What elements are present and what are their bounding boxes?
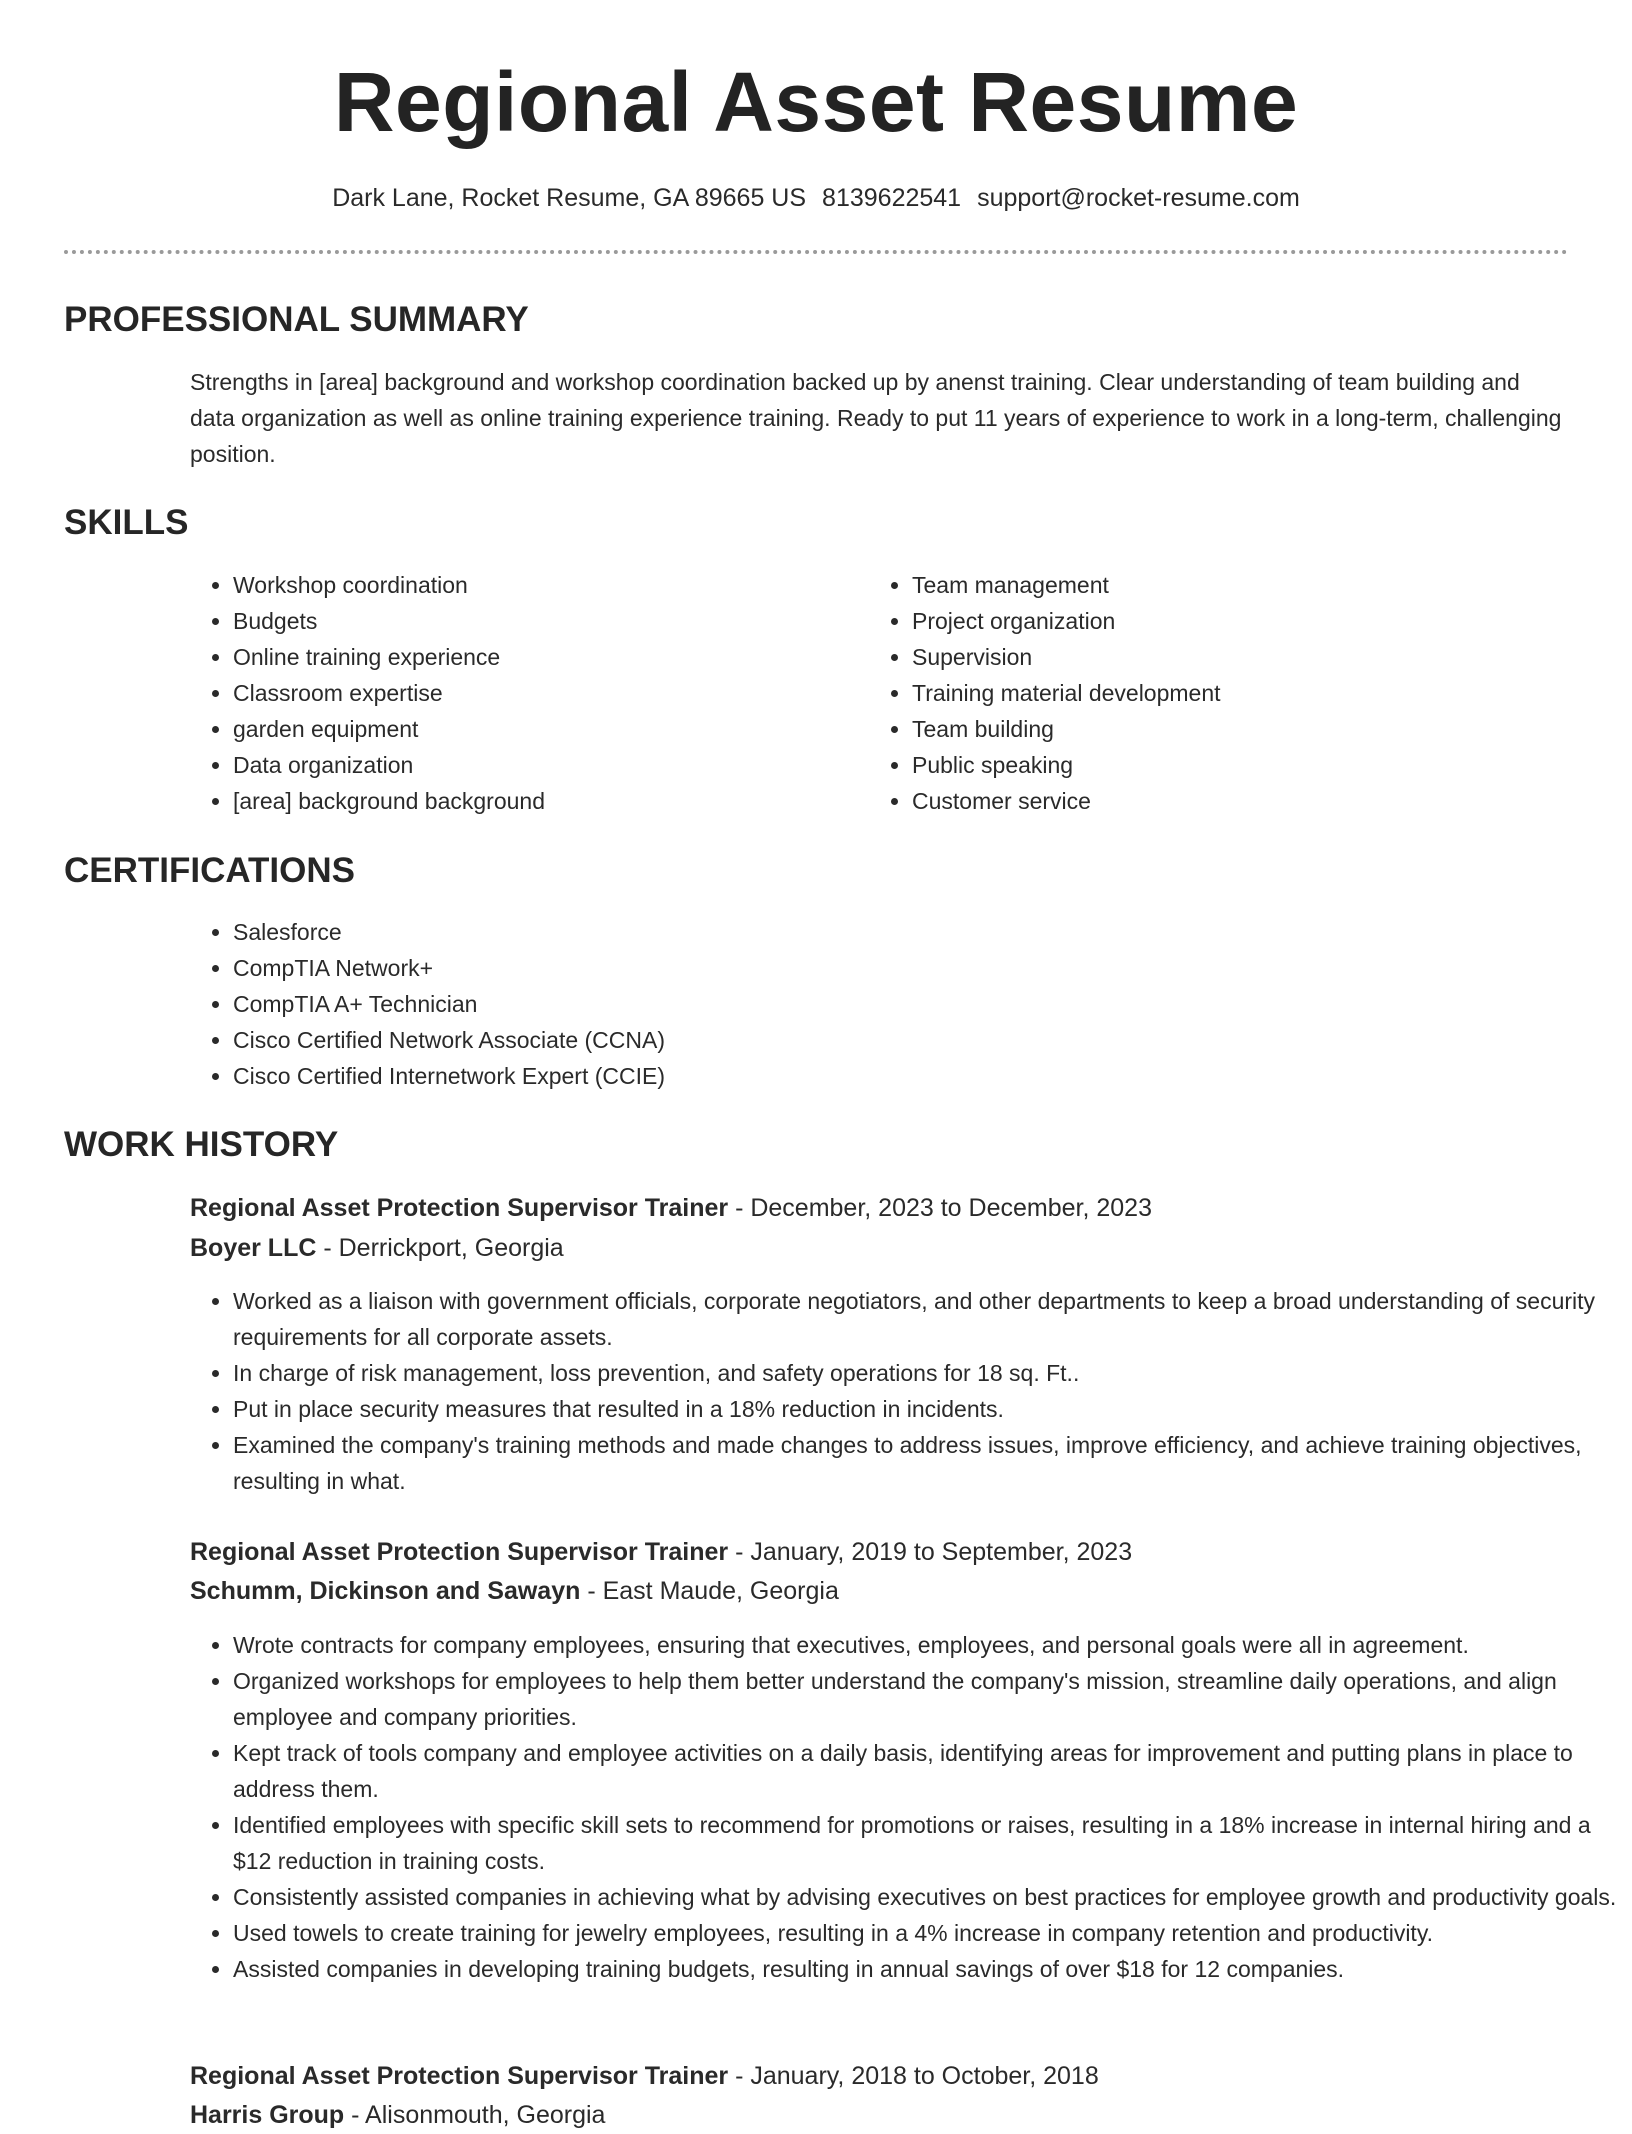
job-company: Schumm, Dickinson and Sawayn	[190, 1577, 581, 1605]
certification-item: • CompTIA A+ Technician	[233, 986, 1233, 1022]
skill-item: • Budgets	[233, 603, 833, 639]
section-title-summary: PROFESSIONAL SUMMARY	[64, 300, 529, 339]
skill-item: • [area] background background	[233, 783, 833, 819]
job-bullet: • In charge of risk management, loss prevention, and safety operations for 18 sq. Ft..	[233, 1355, 1618, 1391]
skill-item: • Data organization	[233, 747, 833, 783]
job-title-line	[190, 2057, 1099, 2095]
skill-item: • Online training experience	[233, 639, 833, 675]
section-title-certifications: CERTIFICATIONS	[64, 851, 356, 890]
job-title-line	[190, 1189, 1152, 1227]
job-bullet: • Worked as a liaison with government officials, corporate negotiators, and other departments to keep a broad understanding of security requirements for all corporate assets.	[233, 1283, 1618, 1355]
summary-text: Strengths in [area] background and workshop coordination backed up by anenst training. Clear understanding of team building and data organization as well as online training experience training. Ready to put 11 years of experience to work in a long-term, challenging position.	[190, 369, 1562, 467]
skill-item: • Customer service	[912, 783, 1512, 819]
skill-item: • Team management	[912, 567, 1512, 603]
job-bullets	[190, 1627, 1618, 1987]
job-bullets	[190, 1283, 1618, 1499]
job-bullet: • Put in place security measures that resulted in a 18% reduction in incidents.	[233, 1391, 1618, 1427]
resume-name: Regional Asset Resume	[333, 55, 1299, 149]
job-bullet: • Identified employees with specific skill sets to recommend for promotions or raises, resulting in a 18% increase in internal hiring and a $12 reduction in training costs.	[233, 1807, 1618, 1879]
certifications-list	[190, 914, 1233, 1094]
contact-email[interactable]: support@rocket-resume.com	[977, 184, 1300, 212]
section-title-work-history: WORK HISTORY	[64, 1125, 339, 1164]
skill-item: • Project organization	[912, 603, 1512, 639]
skill-item: • Public speaking	[912, 747, 1512, 783]
job-bullet: • Wrote contracts for company employees, ensuring that executives, employees, and personal goals were all in agreement.	[233, 1627, 1618, 1663]
skill-item: • Workshop coordination	[233, 567, 833, 603]
job-company: Boyer LLC	[190, 1234, 317, 1262]
job-title: Regional Asset Protection Supervisor Trainer	[190, 1194, 729, 1222]
job-company: Harris Group	[190, 2101, 345, 2129]
section-title-skills: SKILLS	[64, 503, 189, 542]
job-bullet: • Used towels to create training for jewelry employees, resulting in a 4% increase in company retention and productivity.	[233, 1915, 1618, 1951]
job-location: - Alisonmouth, Georgia	[344, 2101, 606, 2129]
skills-list-right	[869, 567, 1512, 819]
skill-item: • Training material development	[912, 675, 1512, 711]
skill-item: • Team building	[912, 711, 1512, 747]
job-bullet: • Assisted companies in developing training budgets, resulting in annual savings of over $18 for 12 companies.	[233, 1951, 1618, 1987]
job-title-line	[190, 1533, 1132, 1571]
certification-item: • Cisco Certified Internetwork Expert (CCIE)	[233, 1058, 1233, 1094]
certification-item: • CompTIA Network+	[233, 950, 1233, 986]
job-company-line	[190, 2096, 605, 2134]
job-location: - East Maude, Georgia	[580, 1577, 839, 1605]
job-company-line	[190, 1229, 564, 1267]
job-dates: - January, 2019 to September, 2023	[728, 1538, 1133, 1566]
certification-item: • Cisco Certified Network Associate (CCNA)	[233, 1022, 1233, 1058]
header-divider	[64, 250, 1568, 254]
job-title: Regional Asset Protection Supervisor Trainer	[190, 1538, 729, 1566]
job-bullet: • Organized workshops for employees to help them better understand the company's mission, streamline daily operations, and align employee and company priorities.	[233, 1663, 1618, 1735]
job-bullet: • Kept track of tools company and employee activities on a daily basis, identifying areas for improvement and putting plans in place to address them.	[233, 1735, 1618, 1807]
job-company-line	[190, 1572, 839, 1610]
job-dates: - December, 2023 to December, 2023	[728, 1194, 1152, 1222]
contact-address: Dark Lane, Rocket Resume, GA 89665 US	[332, 184, 807, 212]
job-bullet: • Examined the company's training methods and made changes to address issues, improve efficiency, and achieve training objectives, resulting in what.	[233, 1427, 1618, 1499]
job-bullet: • Consistently assisted companies in achieving what by advising executives on best practices for employee growth and productivity goals.	[233, 1879, 1618, 1915]
contact-phone: 8139622541	[822, 184, 962, 212]
skill-item: • Supervision	[912, 639, 1512, 675]
job-title: Regional Asset Protection Supervisor Trainer	[190, 2062, 729, 2090]
job-location: - Derrickport, Georgia	[316, 1234, 564, 1262]
contact-line	[0, 180, 1632, 216]
certification-item: • Salesforce	[233, 914, 1233, 950]
job-dates: - January, 2018 to October, 2018	[728, 2062, 1099, 2090]
skill-item: • Classroom expertise	[233, 675, 833, 711]
skills-list-left	[190, 567, 833, 819]
skill-item: • garden equipment	[233, 711, 833, 747]
